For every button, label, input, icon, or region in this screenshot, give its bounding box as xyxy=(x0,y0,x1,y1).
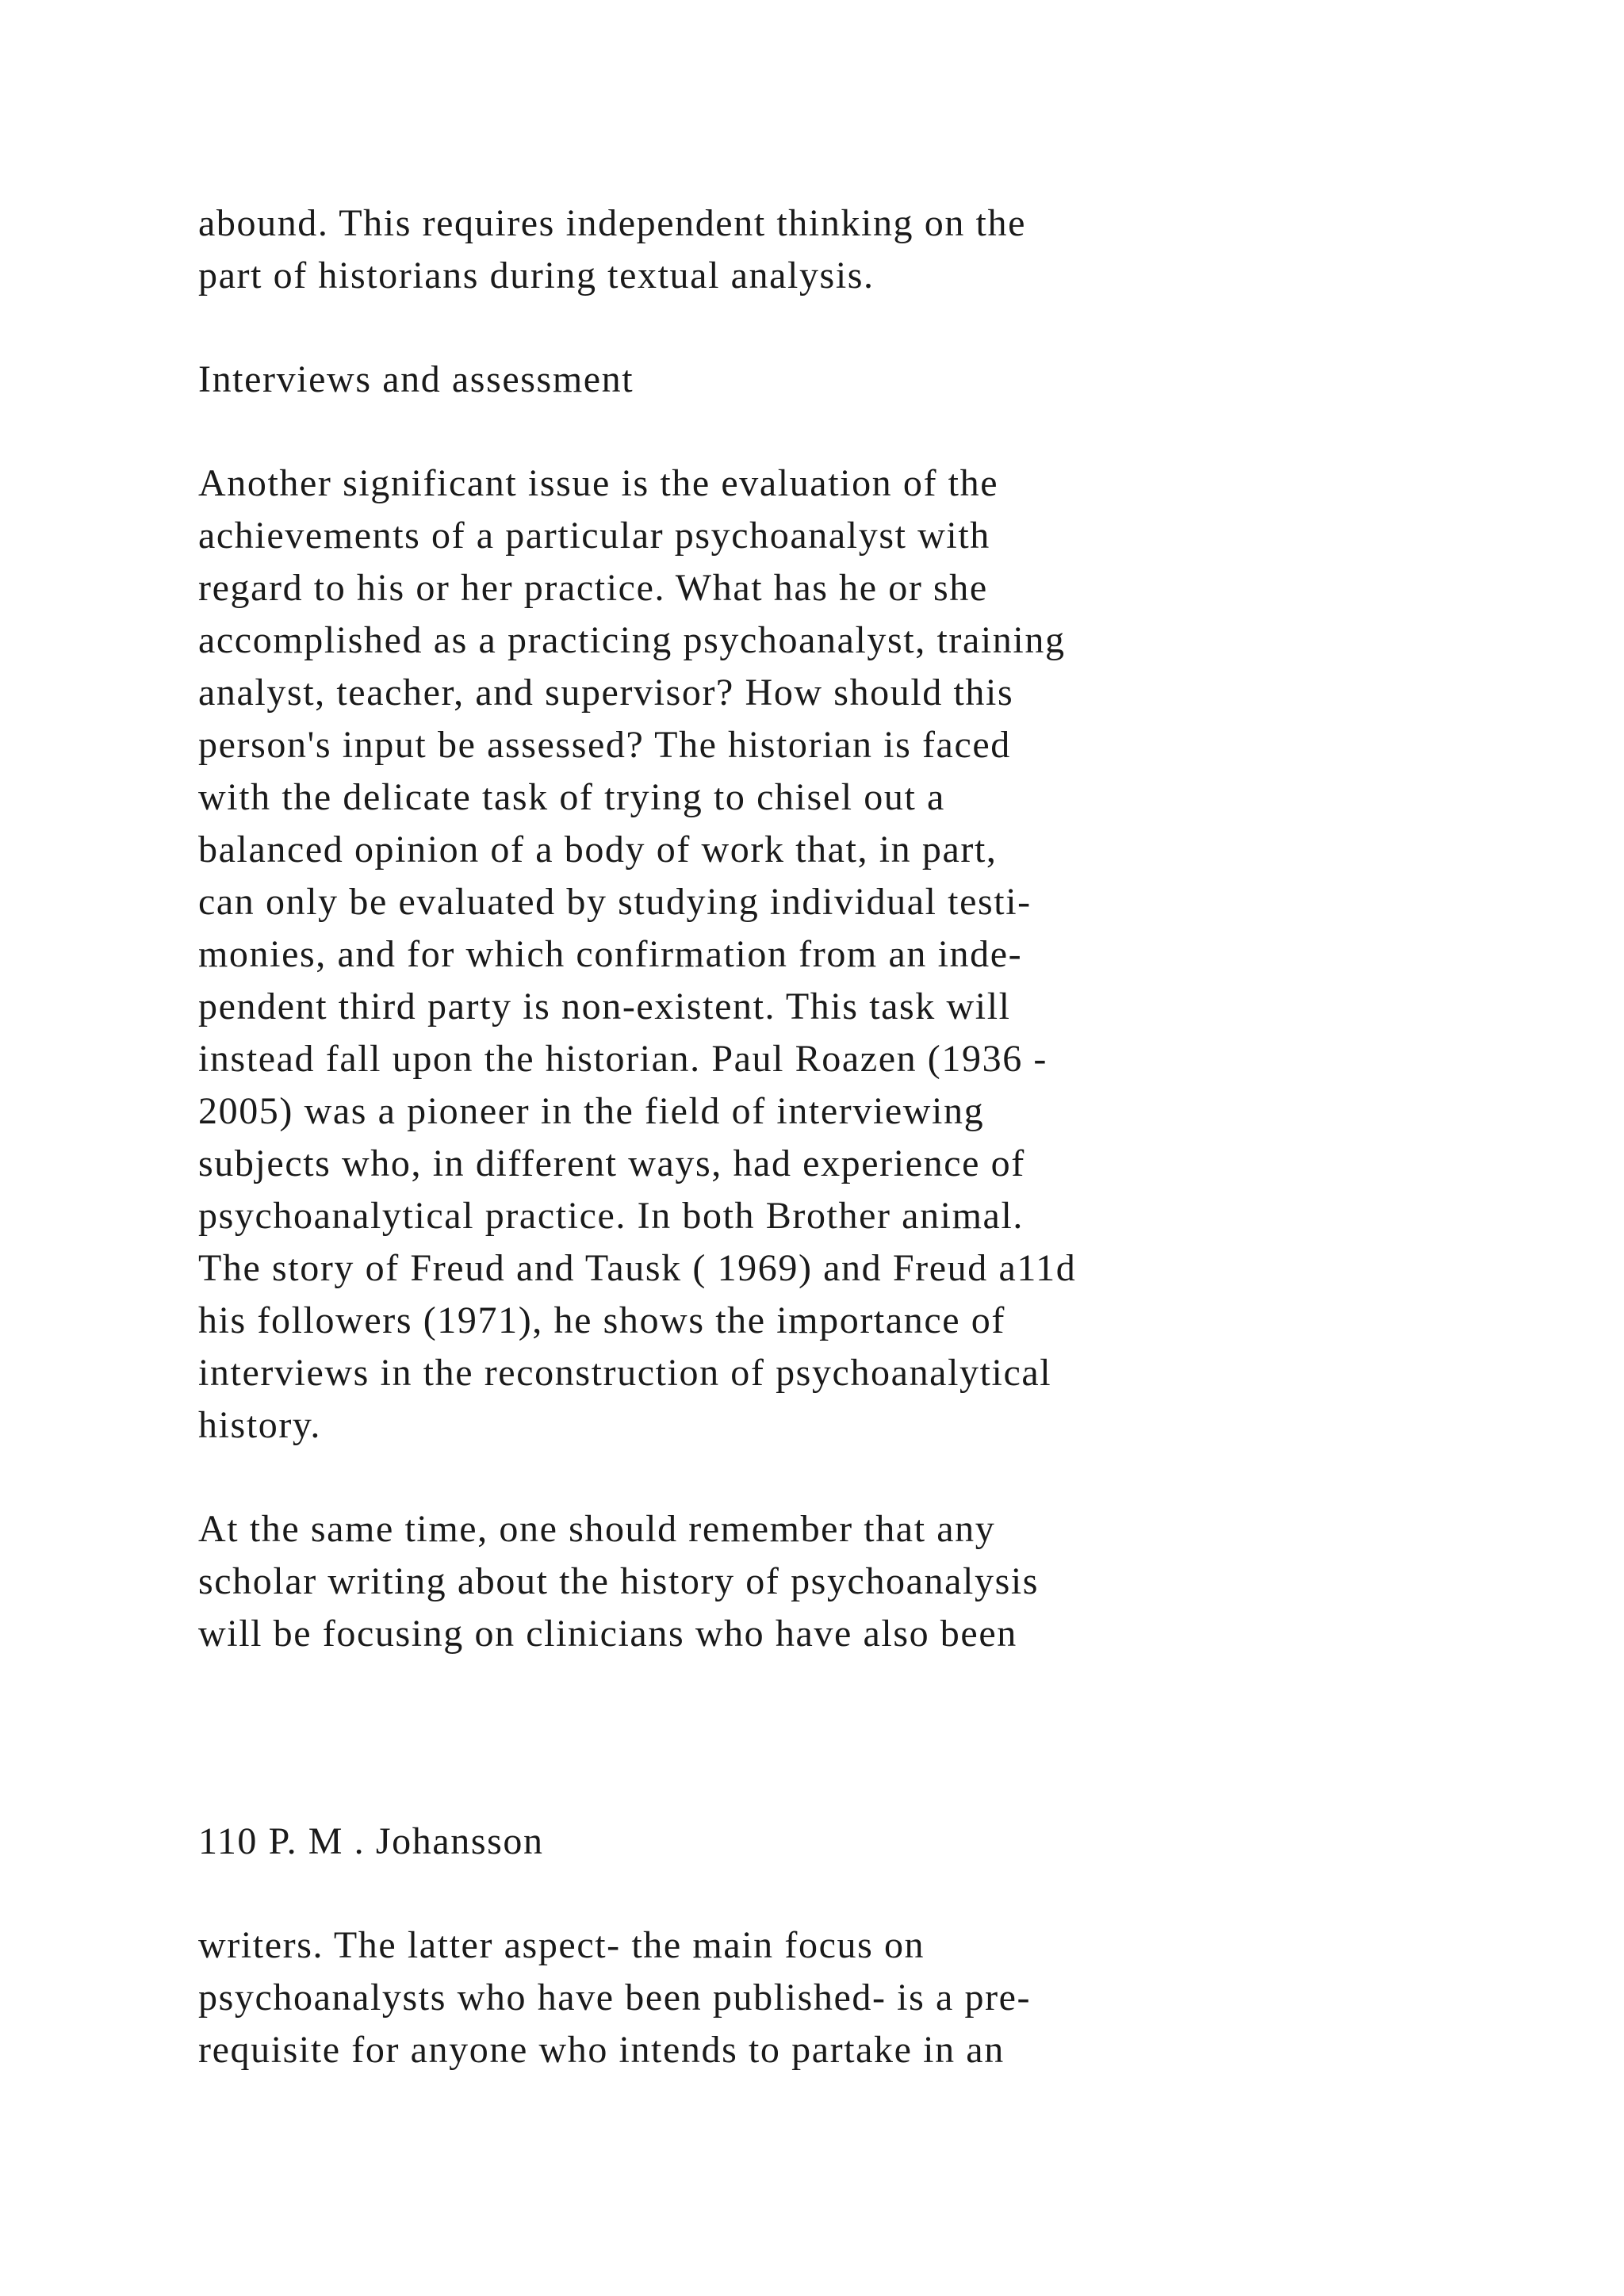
text-line: abound. This requires independent thinking on the xyxy=(198,202,1027,244)
text-line: subjects who, in different ways, had experience of xyxy=(198,1142,1025,1184)
text-line: his followers (1971), he shows the importance of xyxy=(198,1299,1005,1341)
text-line: psychoanalytical practice. In both Brother animal. xyxy=(198,1195,1024,1237)
text-line: achievements of a particular psychoanalyst with xyxy=(198,515,990,557)
text-line: regard to his or her practice. What has he or she xyxy=(198,567,988,609)
text-line: Another significant issue is the evaluation of the xyxy=(198,462,999,504)
text-line: can only be evaluated by studying individual testi- xyxy=(198,881,1032,923)
text-line: 2005) was a pioneer in the field of interviewing xyxy=(198,1090,985,1132)
text-line: requisite for anyone who intends to partake in an xyxy=(198,2029,1005,2071)
text-line: scholar writing about the history of psychoanalysis xyxy=(198,1560,1040,1602)
text-line: part of historians during textual analysis. xyxy=(198,254,875,297)
text-line: analyst, teacher, and supervisor? How should this xyxy=(198,672,1014,714)
text-line: instead fall upon the historian. Paul Roazen (1936 - xyxy=(198,1038,1048,1080)
text-line: with the delicate task of trying to chisel out a xyxy=(198,776,945,818)
text-line: The story of Freud and Tausk ( 1969) and Freud a11d xyxy=(198,1247,1077,1289)
text-line: pendent third party is non-existent. This task will xyxy=(198,985,1011,1027)
text-line: monies, and for which confirmation from an inde- xyxy=(198,933,1023,975)
text-line: history. xyxy=(198,1404,322,1446)
section-heading: Interviews and assessment xyxy=(198,358,634,400)
text-line: writers. The latter aspect- the main focus on xyxy=(198,1924,925,1966)
text-line: At the same time, one should remember that any xyxy=(198,1508,996,1550)
text-line: accomplished as a practicing psychoanalyst, training xyxy=(198,619,1066,661)
text-line: balanced opinion of a body of work that, in part, xyxy=(198,828,998,871)
text-line: interviews in the reconstruction of psychoanalytical xyxy=(198,1352,1052,1394)
text-line: psychoanalysts who have been published- is a pre- xyxy=(198,1976,1032,2019)
text-line: will be focusing on clinicians who have also been xyxy=(198,1613,1017,1655)
running-header: 110 P. M . Johansson xyxy=(198,1820,544,1862)
text-line: person's input be assessed? The historian is faced xyxy=(198,724,1011,766)
